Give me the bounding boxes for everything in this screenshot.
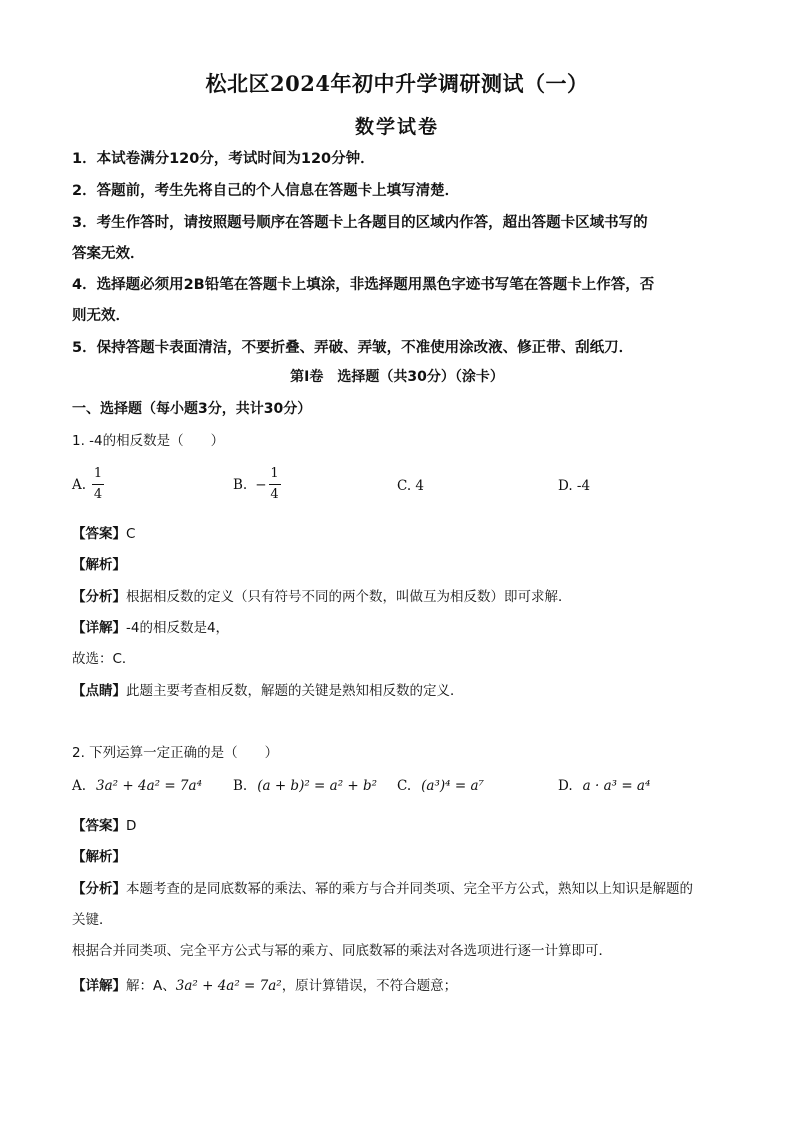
- q2-option-a-expr: 3a² + 4a² = 7a⁴: [96, 778, 202, 794]
- instruction-4: 4．选择题必须用2B铅笔在答题卡上填涂，非选择题用黑色字迹书写笔在答题卡上作答，否: [72, 277, 655, 293]
- q1-option-a: [72, 466, 104, 503]
- instruction-5: 5．保持答题卡表面清洁，不要折叠、弄破、弄皱，不准使用涂改液、修正带、刮纸刀．: [72, 340, 634, 356]
- q1-option-b-fraction: [269, 466, 281, 503]
- q2-option-c-label: C.: [397, 778, 412, 794]
- q2-analysis-tag: 【解析】: [72, 849, 126, 865]
- q2-answer: [72, 815, 732, 837]
- q2-option-d: [558, 778, 650, 794]
- instruction-3: 3．考生作答时，请按照题号顺序在答题卡上各题目的区域内作答，超出答题卡区域书写的: [72, 215, 648, 231]
- q2-fenxi: [72, 878, 732, 900]
- q2-option-c-expr: (a³)⁴ = a⁷: [421, 778, 484, 794]
- section-title: 第Ⅰ卷 选择题（共30分）（涂卡）: [290, 369, 504, 385]
- q1-fenxi-text: 根据相反数的定义（只有符号不同的两个数，叫做互为相反数）即可求解．: [126, 589, 572, 605]
- q2-xiangjie-prefix: 解：A、: [126, 978, 176, 994]
- q2-stem: 2. 下列运算一定正确的是（ ）: [72, 745, 279, 761]
- q2-fenxi-tag: 【分析】: [72, 881, 126, 897]
- q2-fenxi-text-1: 本题考查的是同底数幂的乘法、幂的乘方与合并同类项、完全平方公式，熟知以上知识是解题的: [126, 881, 693, 897]
- q1-stem: 1. -4的相反数是（ ）: [72, 433, 225, 449]
- q1-option-b-numerator: 1: [270, 466, 279, 481]
- instruction-4-cont: 则无效．: [72, 308, 130, 324]
- q1-option-a-label: A.: [72, 476, 87, 493]
- q1-analysis-tag: 【解析】: [72, 557, 126, 573]
- part-title: 一、选择题（每小题3分，共计30分）: [72, 401, 312, 417]
- q1-dianjing-tag: 【点睛】: [72, 683, 126, 699]
- q1-fenxi: [72, 586, 732, 608]
- q1-option-a-fraction: [92, 466, 104, 503]
- q1-option-b-sign: −: [255, 476, 267, 493]
- instruction-1: 1．本试卷满分120分，考试时间为120分钟．: [72, 151, 375, 167]
- q2-xiangjie-tag: 【详解】: [72, 978, 126, 994]
- q2-option-a: [72, 778, 202, 794]
- q1-option-c: C. 4: [397, 478, 425, 494]
- q1-option-a-denominator: 4: [93, 487, 103, 502]
- q1-dianjing: [72, 680, 732, 702]
- q1-option-b: [233, 466, 281, 503]
- q1-choose: 故选：C．: [72, 651, 136, 667]
- q1-xiangjie-tag: 【详解】: [72, 620, 126, 636]
- q1-option-b-label: B.: [233, 476, 248, 493]
- q1-dianjing-text: 此题主要考查相反数，解题的关键是熟知相反数的定义．: [126, 683, 464, 699]
- q1-answer-value: C: [126, 526, 136, 542]
- q2-answer-value: D: [126, 818, 137, 834]
- exam-title: 松北区2024年初中升学调研测试（一）: [205, 71, 589, 96]
- q2-analysis: [72, 846, 732, 868]
- q1-analysis: [72, 554, 732, 576]
- q1-xiangjie-text: -4的相反数是4，: [126, 620, 230, 636]
- q2-fenxi-line-2: 关键．: [72, 912, 113, 928]
- q2-option-b-label: B.: [233, 778, 248, 794]
- q1-option-a-numerator: 1: [93, 466, 103, 481]
- q1-option-b-denominator: 4: [270, 487, 279, 502]
- exam-subtitle: 数学试卷: [354, 116, 439, 138]
- q2-option-c: [397, 778, 484, 794]
- q2-option-d-label: D.: [558, 778, 573, 794]
- q1-fenxi-tag: 【分析】: [72, 589, 126, 605]
- q1-option-d: D. -4: [558, 478, 591, 494]
- q1-answer-tag: 【答案】: [72, 526, 126, 542]
- q2-xiangjie-suffix: ，原计算错误，不符合题意；: [281, 978, 458, 994]
- instruction-2: 2．答题前，考生先将自己的个人信息在答题卡上填写清楚．: [72, 183, 460, 199]
- q1-xiangjie: [72, 617, 732, 639]
- q1-answer: [72, 523, 732, 545]
- q2-option-b: [233, 778, 377, 794]
- q2-answer-tag: 【答案】: [72, 818, 126, 834]
- q2-fenxi-line-3: 根据合并同类项、完全平方公式与幂的乘方、同底数幂的乘法对各选项进行逐一计算即可．: [72, 943, 612, 959]
- q2-xiangjie: [72, 975, 732, 997]
- instruction-3-cont: 答案无效．: [72, 246, 145, 262]
- q2-xiangjie-expr: 3a² + 4a² = 7a²: [175, 978, 282, 994]
- q2-option-a-label: A.: [72, 778, 87, 794]
- q2-option-d-expr: a · a³ = a⁴: [582, 778, 651, 794]
- q2-option-b-expr: (a + b)² = a² + b²: [257, 778, 378, 794]
